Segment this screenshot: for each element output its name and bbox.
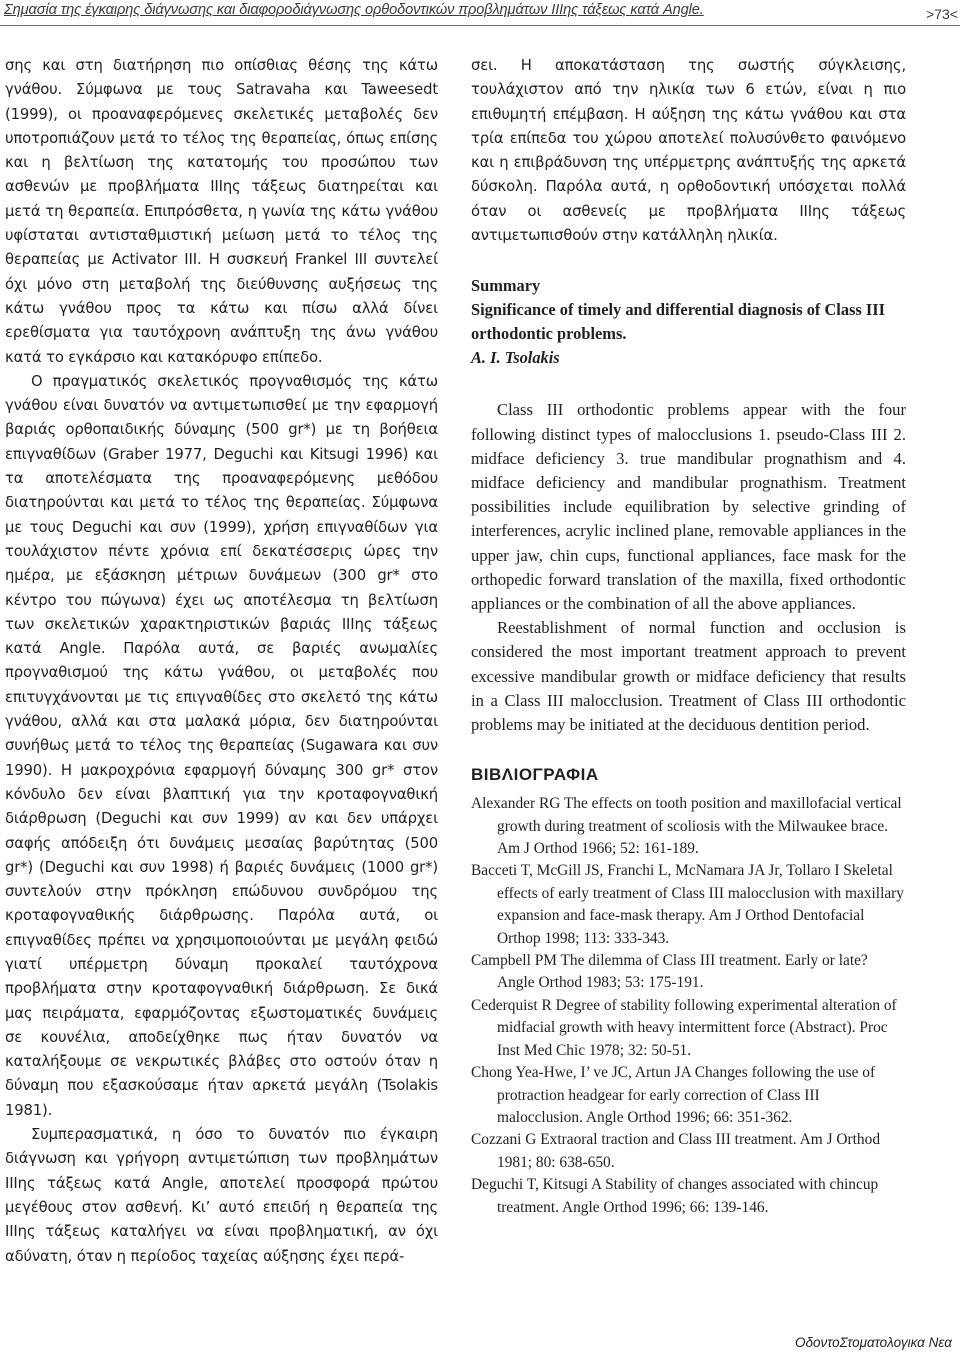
running-header (0, 0, 960, 28)
reference-item: Alexander RG The effects on tooth position and maxillofacial vertical growth during treatment of scoliosis with the Milwaukee brace. Am J Orthod 1966; 52: 161-189. (471, 795, 902, 858)
journal-footer (795, 1335, 952, 1350)
reference-item: Chong Yea-Hwe, I’ ve JC, Artun JA Changes following the use of protraction headgear for early correction of Class III malocclusion. Angle Orthod 1996; 66: 351-362. (471, 1064, 876, 1126)
body-paragraph-continued: σει. Η αποκατάσταση της σωστής σύγκλεισης, τουλάχιστον από την ηλικία των 6 ετών, είναι η πιο επιθυμητή επέμβαση. Η αύξηση της κάτω γνάθου και στα τρία επίπεδα του χώρου αποτελεί πολυσύνθετο φαινόμενο και η επιβράδυνση της υπέρμετρης ανάπτυξής της αρκετά δύσκολη. Παρόλα αυτά, η ορθοδοντική υπόσχεται πολλά όταν οι ασθενείς με προβλήματα ΙΙΙης τάξεως αντιμετωπισθούν στην κατάλληλη ηλικία. (471, 57, 906, 245)
journal-name: ΟδοντοΣτοματολογικα Νεα (795, 1335, 952, 1350)
left-column (5, 54, 438, 1269)
summary-author: A. I. Tsolakis (471, 348, 560, 368)
reference-item: Cederquist R Degree of stability following experimental alteration of midfacial growth with heavy intermittent force (Abstract). Proc Inst Med Chic 1978; 32: 50-51. (471, 996, 897, 1059)
bibliography-heading: ΒΙΒΛΙΟΓΡΑΦΙΑ (471, 765, 599, 785)
reference-item: Campbell PM The dilemma of Class III treatment. Early or late? Angle Orthod 1983; 53: 175-191. (471, 952, 868, 992)
running-header-title: Σημασία της έγκαιρης διάγνωσης και διαφοροδιάγνωσης ορθοδοντικών προβλημάτων ΙΙΙης τάξεως κατά Angle. (4, 2, 704, 18)
reference-item: Deguchi T, Kitsugi A Stability of changes associated with chincup treatment. Angle Orthod 1996; 66: 139-146. (471, 1176, 879, 1216)
right-column (471, 54, 906, 1219)
body-paragraph: Συμπερασματικά, η όσο το δυνατόν πιο έγκαιρη διάγνωση και γρήγορη αντιμετώπιση των προβλημάτων ΙΙΙης τάξεως κατά Angle, αποτελεί προσφορά πρώτου μεγέθους στον ασθενή. Κι’ αυτό επειδή η θεραπεία της ΙΙΙης τάξεως καταλήγει να είναι προβληματική, αν όχι αδύνατη, όταν η περίοδος ταχείας αύξησης έχει περά- (5, 1126, 438, 1265)
summary-heading: Summary (471, 276, 541, 296)
body-paragraph: Ο πραγματικός σκελετικός προγναθισμός της κάτω γνάθου είναι δυνατόν να αντιμετωπισθεί με την εφαρμογή βαριάς ορθοπαιδικής δύναμης (500 gr*) με τη βοήθεια επιγναθίδων (Graber 1977, Deguchi και Kitsugi 1996) και τα αποτελέσματα της προαναφερόμενης μεθόδου διατηρούνται και μετά το τέλος της θεραπείας. Σύμφωνα με τους Deguchi και συν (1999), χρήση επιγναθίδων για τουλάχιστον πέντε χρόνια επί δεκατέσσερις ώρες την ημέρα, με εξάσκηση μέτριων δυνάμεων (300 gr* στο κέντρο του πώγωνα) έχει ως αποτέλεσμα τη βελτίωση των σκελετικών χαρακτηριστικών βαριάς ΙΙΙης τάξεως κατά Angle. Παρόλα αυτά, σε βαριές ανωμαλίες προγναθισμού της κάτω γνάθου, οι μεταβολές που επιτυγχάνονται με τις επιγναθίδες στο σκελετό της κάτω γνάθου, αλλά και στα μαλακά μόρια, δεν διατηρούνται συνήθως μετά το τέλος της θεραπείας (Sugawara και συν 1990). Η μακροχρόνια εφαρμογή δύναμης 300 gr* στον κόνδυλο δεν είναι βλαπτική για την κροταφογναθική διάρθρωση (Deguchi και συν 1999) αν και δεν υπάρχει σαφής απόδειξη ότι δυνάμεις μεσαίας βαρύτητας (500 gr*) (Deguchi και συν 1998) ή βαριές δυνάμεις (1000 gr*) συντελούν στην πρόκληση επώδυνου συνδρόμου της κροταφογναθικής διάρθρωσης. Παρόλα αυτά, οι επιγναθίδες πρέπει να χρησιμοποιούνται με μεγάλη φειδώ γιατί υπέρμετρη δύναμη προκαλεί ταυτόχρονα προβλήματα στην κροταφογναθική διάρθρωση. Σε δικά μας πειράματα, εφαρμόζοντας εξωστοματικές δυνάμεις σε κουνέλια, αποδείχθηκε πως ήταν δυνατόν να καταλήξουμε σε νεκρωτικές βλάβες στο οστούν όταν η δύναμη που εξασκούσαμε ήταν αρκετά μεγάλη (Tsolakis 1981). (5, 372, 438, 1119)
body-paragraph: σης και στη διατήρηση πιο οπίσθιας θέσης της κάτω γνάθου. Σύμφωνα με τους Satravaha και Taweesedt (1999), οι προαναφερόμενες σκελετικές μεταβολές δεν υποτροπιάζουν μετά το τέλος της θεραπείας, όπως επίσης και η βελτίωση της κατατομής του προσώπου των ασθενών με προβλήματα ΙΙΙης τάξεως διατηρείται και μετά τη θεραπεία. Επιπρόσθετα, η γωνία της κάτω γνάθου υφίσταται αντισταθμιστική μείωση μετά το τέλος της θεραπείας με Activator III. Η συσκευή Frankel III συντελεί όχι μόνο στη μεταβολή της διεύθυνσης αυξήσεως της κάτω γνάθου προς τα κάτω και πίσω αλλά δίνει ερεθίσματα για ταυτόχρονη ανάπτυξη της άνω γνάθου κατά το εγκάρσιο και κατακόρυφο επίπεδο. (5, 57, 438, 366)
summary-title: Significance of timely and differential diagnosis of Class III orthodontic problems. (471, 300, 886, 344)
reference-item: Cozzani G Extraoral traction and Class III treatment. Am J Orthod 1981; 80: 638-650. (471, 1131, 881, 1171)
reference-item: Bacceti T, McGill JS, Franchi L, McNamara JA Jr, Tollaro I Skeletal effects of early treatment of Class III malocclusion with maxillary expansion and face-mask therapy. Am J Orthod Dentofacial Orthop 1998; 113: 333-343. (471, 862, 905, 947)
summary-paragraph: Class III orthodontic problems appear with the four following distinct types of malocclusions 1. pseudo-Class III 2. midface deficiency 3. true mandibular prognathism and 4. midface deficiency and mandibular prognathism. Treatment possibilities include equilibration by selective grinding of interferences, acrylic inclined plane, removable appliances in the upper jaw, chin cups, functional appliances, face mask for the orthopedic forward translation of the maxilla, fixed orthodontic appliances or the combination of all the above appliances. (471, 400, 906, 613)
header-rule (0, 25, 960, 26)
page-number: >73< (926, 6, 958, 22)
summary-paragraph: Reestablishment of normal function and occlusion is considered the most important treatment approach to prevent excessive mandibular growth or midface deficiency that results in a Class III malocclusion. Treatment of Class III orthodontic problems may be initiated at the deciduous dentition period. (471, 618, 906, 735)
